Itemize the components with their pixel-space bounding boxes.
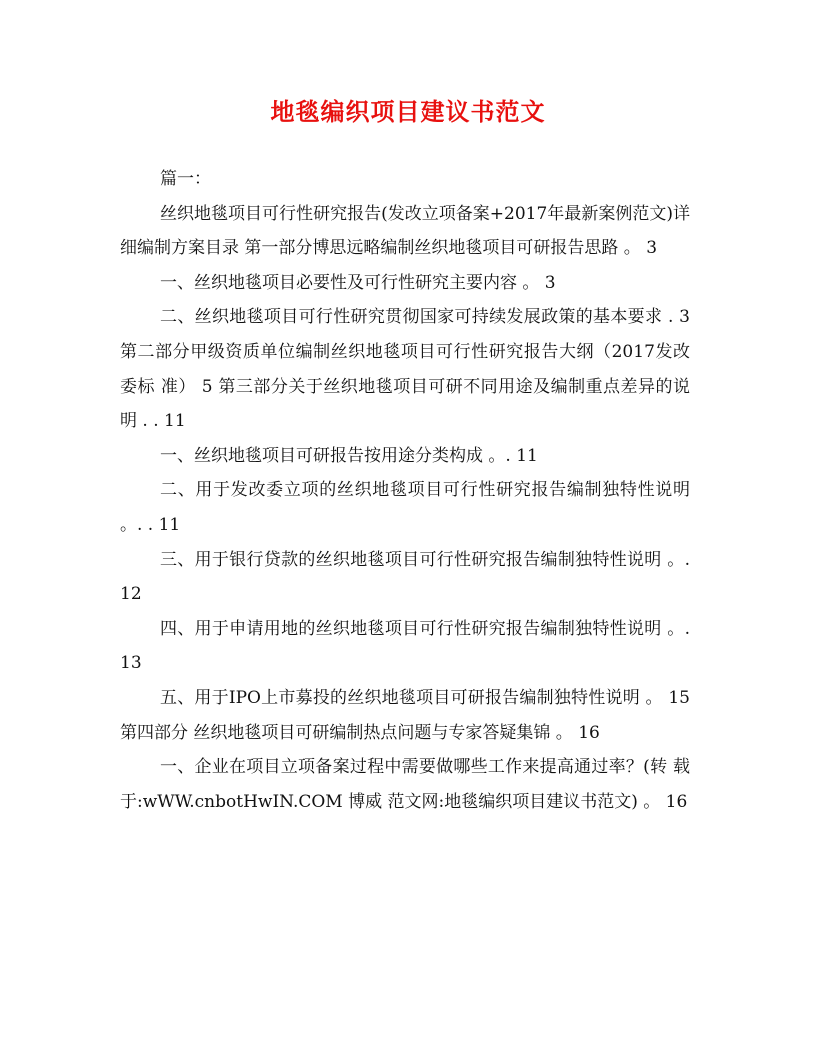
paragraph: 一、丝织地毯项目必要性及可行性研究主要内容 。 3 xyxy=(160,272,556,293)
paragraph: 一、丝织地毯项目可研报告按用途分类构成 。. 11 xyxy=(160,445,538,466)
section-heading: 篇一： xyxy=(160,169,211,189)
paragraph: 丝织地毯项目可行性研究报告(发改立项备案+2017年最新案例范文)详细编制方案目录 第一部分博思远略编制丝织地毯项目可研报告思路 。 3 xyxy=(120,203,690,259)
paragraph: 一、企业在项目立项备案过程中需要做哪些工作来提高通过率？(转 载 于:wWW.cnbotHwIN.COM 博威 范文网:地毯编织项目建议书范文) 。 16 xyxy=(120,757,690,812)
document-body xyxy=(120,162,690,819)
paragraph: 五、用于IPO上市募投的丝织地毯项目可研报告编制独特性说明 。 15 第四部分 丝织地毯项目可研编制热点问题与专家答疑集锦 。 16 xyxy=(120,687,690,743)
paragraph: 四、用于申请用地的丝织地毯项目可行性研究报告编制独特性说明 。. 13 xyxy=(120,618,690,674)
paragraph: 二、丝织地毯项目可行性研究贯彻国家可持续发展政策的基本要求 . 3 第二部分甲级资质单位编制丝织地毯项目可行性研究报告大纲（2017发改委标 准） 5 第三部分关于丝织地毯项目可研不同用途及编制重点差异的说明 . . 11 xyxy=(120,307,690,432)
paragraph: 三、用于银行贷款的丝织地毯项目可行性研究报告编制独特性说明 。. 12 xyxy=(120,549,690,605)
page-title: 地毯编织项目建议书范文 xyxy=(270,97,546,126)
paragraph: 二、用于发改委立项的丝织地毯项目可行性研究报告编制独特性说明 。. . 11 xyxy=(120,480,690,535)
